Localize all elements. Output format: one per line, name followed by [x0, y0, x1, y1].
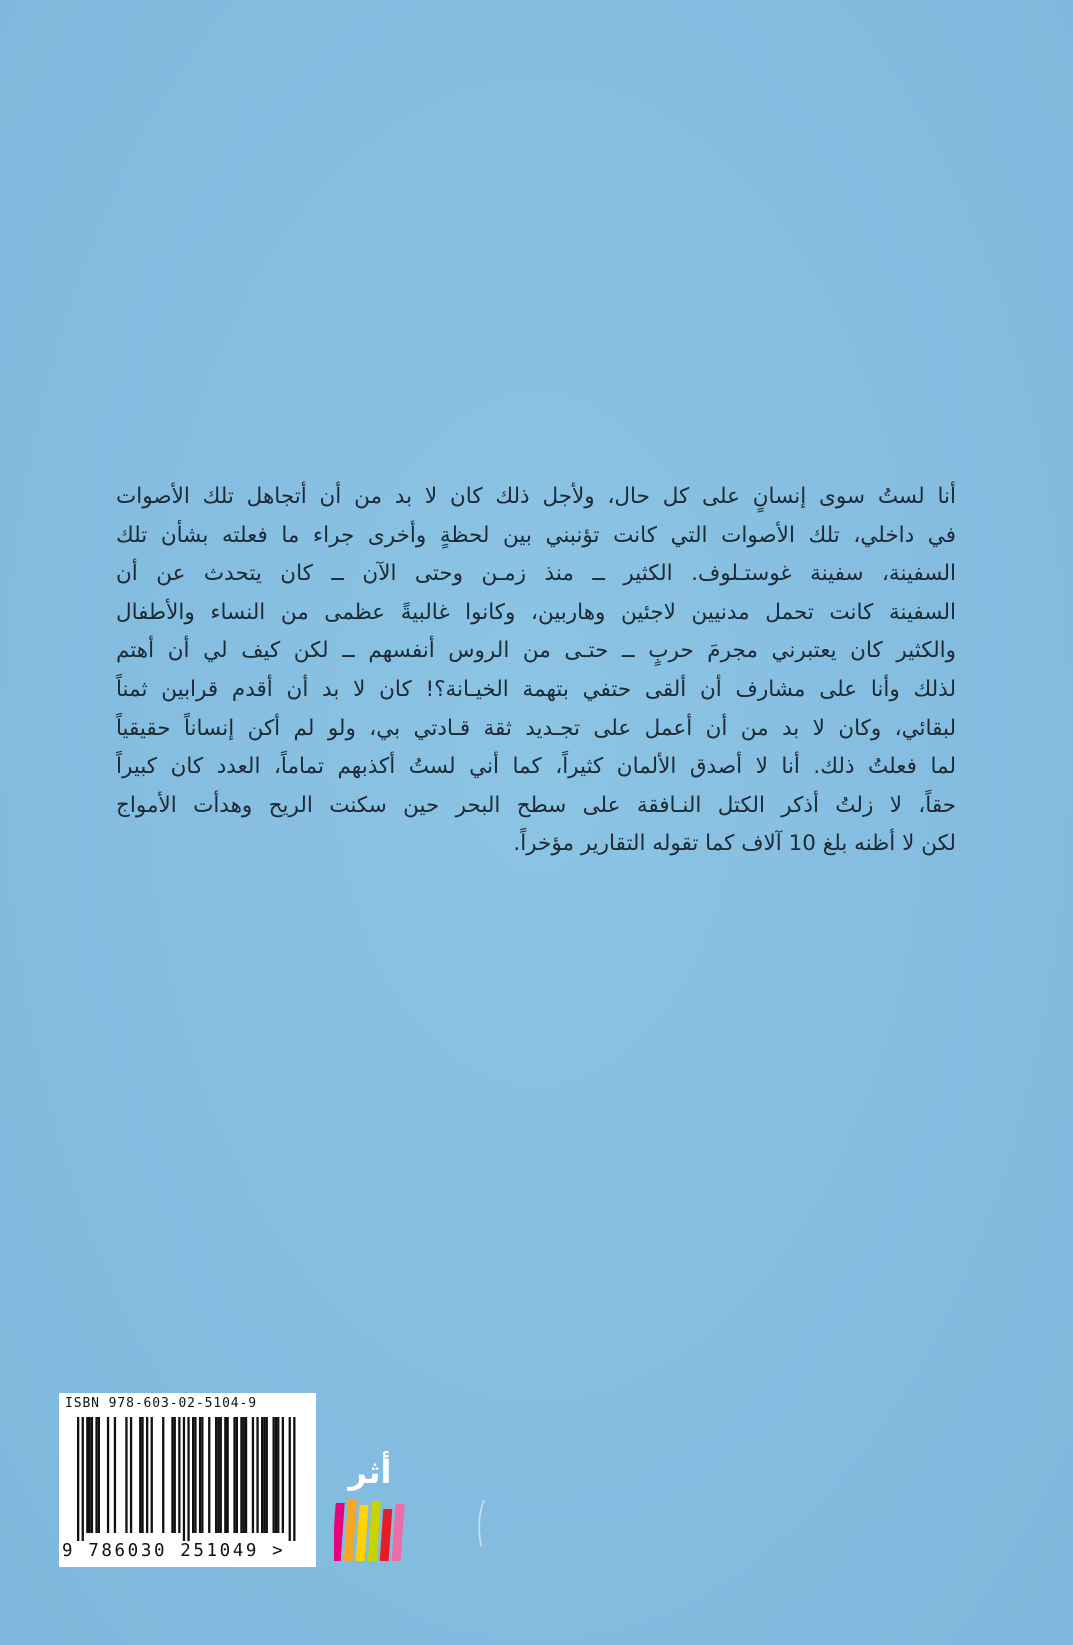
barcode-bar: [199, 1417, 201, 1533]
barcode-bar: [293, 1417, 295, 1541]
barcode-bar: [282, 1417, 284, 1533]
blurb-line: لكن لا أظنه بلغ 10 آلاف كما تقوله التقارير مؤخراً.: [513, 831, 956, 857]
publisher-logo-bar: [334, 1503, 345, 1561]
blurb-text: [116, 478, 956, 864]
barcode-bar: [275, 1417, 277, 1533]
cover-scuff-mark: [475, 1498, 487, 1548]
barcode-bar: [139, 1417, 141, 1533]
barcode-bar: [141, 1417, 143, 1533]
blurb-line: السفينة كانت تحمل مدنيين لاجئين وهاربين، وكانوا غالبيةً عظمى من النساء والأطفال: [116, 599, 956, 625]
isbn-barcode: [59, 1393, 316, 1567]
barcode-bar: [236, 1417, 238, 1533]
barcode-bar: [162, 1417, 164, 1533]
publisher-logo-text: أثر: [348, 1453, 392, 1491]
barcode-bar: [183, 1417, 185, 1541]
barcode-bar: [91, 1417, 93, 1533]
barcode-bar: [261, 1417, 263, 1533]
barcode-bar: [192, 1417, 194, 1533]
barcode-bar: [245, 1417, 247, 1533]
isbn-label: ISBN 978-603-02-5104-9: [65, 1396, 257, 1411]
ean-digits: 9 786030 251049 >: [62, 1541, 286, 1561]
publisher-logo-bar: [368, 1501, 381, 1561]
barcode-bar: [227, 1417, 229, 1533]
barcode-bar: [224, 1417, 226, 1533]
barcode-bar: [289, 1417, 291, 1541]
blurb-line: أنا لستُ سوى إنسانٍ على كل حال، ولأجل ذلك كان لا بد من أن أتجاهل تلك الأصوات: [116, 484, 956, 509]
blurb-line: لذلك وأنا على مشارف أن ألقى حتفي بتهمة الخيـانة؟! كان لا بد أن أقدم قرابين ثمناً: [116, 676, 956, 702]
barcode-bars: [69, 1417, 301, 1541]
barcode-bar: [171, 1417, 173, 1533]
barcode-bar: [252, 1417, 254, 1533]
publisher-logo-bar: [344, 1499, 357, 1561]
barcode-bar: [89, 1417, 91, 1533]
barcode-bar: [130, 1417, 132, 1533]
barcode-bar: [215, 1417, 217, 1533]
blurb-line: في داخلي، تلك الأصوات التي كانت تؤنبني بين لحظةٍ وأخرى جراء ما فعلته بشأن تلك: [116, 522, 956, 548]
blurb-line: لما فعلتُ ذلك. أنا لا أصدق الألمان كثيراً، كما أني لستُ أكذبهم تماماً، العدد كان كبيراً: [116, 754, 956, 780]
barcode-bar: [114, 1417, 116, 1533]
publisher-logo-bars: [334, 1499, 412, 1563]
barcode-bar: [220, 1417, 222, 1533]
barcode-bar: [107, 1417, 109, 1533]
barcode-bar: [174, 1417, 176, 1533]
barcode-bar: [243, 1417, 245, 1533]
barcode-bar: [86, 1417, 88, 1533]
barcode-bar: [263, 1417, 265, 1533]
barcode-bar: [240, 1417, 242, 1533]
blurb-line: السفينة، سفينة غوستـلوف. الكثير ــ منذ زمـن وحتى الآن ــ كان يتحدث عن أن: [116, 561, 956, 587]
barcode-bar: [98, 1417, 100, 1533]
publisher-logo: [328, 1453, 412, 1563]
barcode-bar: [194, 1417, 196, 1533]
barcode-bar: [77, 1417, 79, 1541]
barcode-bar: [187, 1417, 189, 1541]
barcode-bar: [217, 1417, 219, 1533]
barcode-bar: [277, 1417, 279, 1533]
blurb-line: لبقائي، وكان لا بد من أن أعمل على تجـديد ثقة قـادتي بي، ولو لم أكن إنساناً حقيقياً: [116, 715, 956, 741]
barcode-bar: [266, 1417, 268, 1533]
barcode-bar: [95, 1417, 97, 1533]
publisher-logo-bar: [380, 1509, 393, 1561]
blurb-line: والكثير كان يعتبرني مجرمَ حربٍ ــ حتـى من الروس أنفسهم ــ لكن كيف لي أن أهتم: [116, 638, 956, 664]
barcode-bar: [233, 1417, 235, 1533]
barcode-bar: [256, 1417, 258, 1533]
barcode-bar: [178, 1417, 180, 1533]
publisher-logo-bar: [356, 1505, 369, 1561]
barcode-bar: [273, 1417, 275, 1533]
blurb-line: حقاً، لا زلتُ أذكر الكتل النـافقة على سطح البحر حين سكنت الريح وهدأت الأمواج: [116, 792, 956, 818]
barcode-bar: [201, 1417, 203, 1533]
barcode-bar: [82, 1417, 84, 1541]
barcode-bar: [208, 1417, 210, 1533]
publisher-logo-bar: [392, 1504, 405, 1561]
barcode-bar: [125, 1417, 127, 1533]
barcode-bar: [146, 1417, 148, 1533]
barcode-bar: [151, 1417, 153, 1533]
